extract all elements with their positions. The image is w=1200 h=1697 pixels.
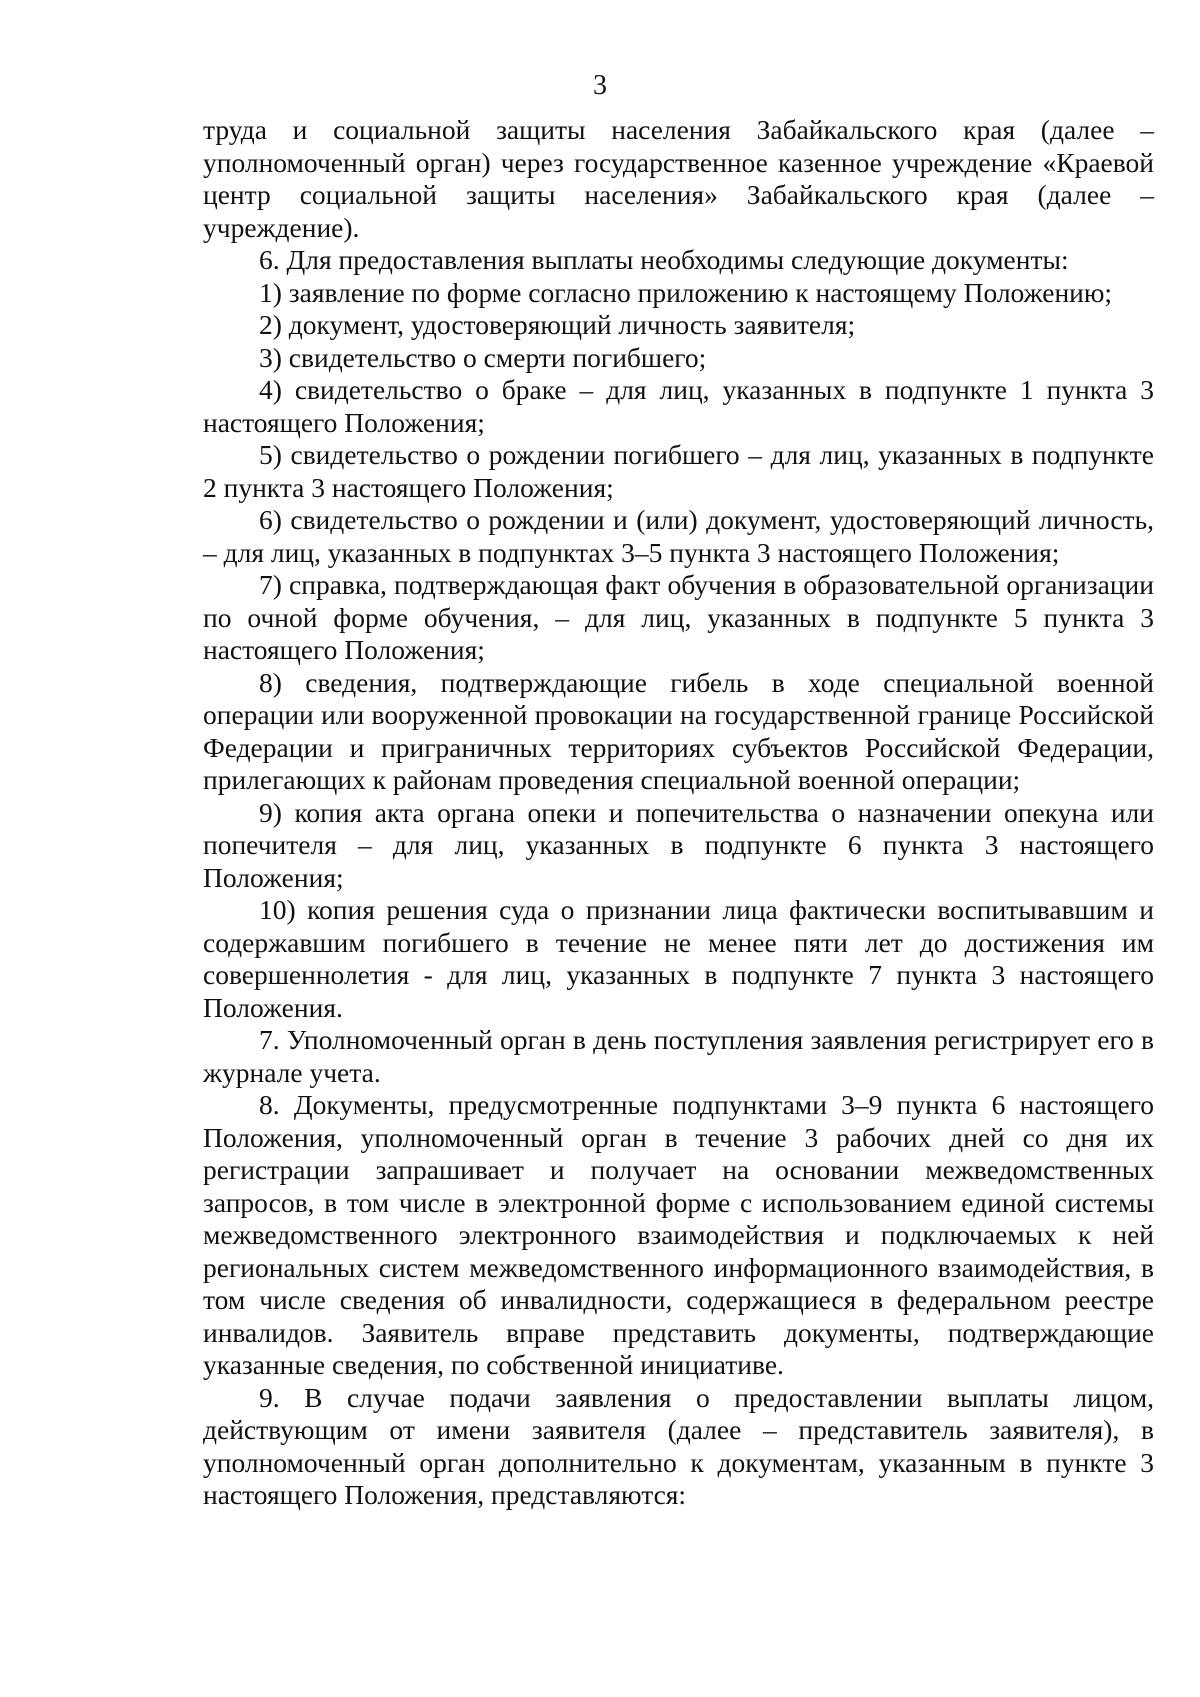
subitem-8: 8) сведения, подтверждающие гибель в ходе специальной военной операции или вооруженной провокации на государственной границе Российской Федерации и приграничных территориях субъектов Российской Федерации, прилегающих к районам проведения специальной военной операции; bbox=[203, 666, 1154, 795]
page-number: 3 bbox=[593, 70, 607, 101]
paragraph-item-8: 8. Документы, предусмотренные подпунктами 3–9 пункта 6 настоящего Положения, уполномоченный орган в течение 3 рабочих дней со дня их регистрации запрашивает и получает на основании межведомственных запросов, в том числе в электронной форме с использованием единой системы межведомственного электронного взаимодействия и подключаемых к ней региональных систем межведомственного информационного взаимодействия, в том числе сведения об инвалидности, содержащиеся в федеральном реестре инвалидов. Заявитель вправе представить документы, подтверждающие указанные сведения, по собственной инициативе. bbox=[203, 1089, 1154, 1380]
paragraph-item-9: 9. В случае подачи заявления о предоставлении выплаты лицом, действующим от имени заявителя (далее – представитель заявителя), в уполномоченный орган дополнительно к документам, указанным в пункте 3 настоящего Положения, представляются: bbox=[203, 1381, 1154, 1510]
paragraph-continuation: труда и социальной защиты населения Забайкальского края (далее – уполномоченный орган) через государственное казенное учреждение «Краевой центр социальной защиты населения» Забайкальского края (далее – учреждение). bbox=[203, 114, 1154, 243]
subitem-10: 10) копия решения суда о признании лица фактически воспитывавшим и содержавшим погибшего в течение не менее пяти лет до достижения им совершеннолетия - для лиц, указанных в подпункте 7 пункта 3 настоящего Положения. bbox=[203, 894, 1154, 1023]
subitem-7: 7) справка, подтверждающая факт обучения в образовательной организации по очной форме обучения, – для лиц, указанных в подпункте 5 пункта 3 настоящего Положения; bbox=[203, 569, 1154, 665]
paragraph-item-6: 6. Для предоставления выплаты необходимы следующие документы: bbox=[259, 244, 1069, 275]
subitem-3: 3) свидетельство о смерти погибшего; bbox=[259, 341, 707, 373]
subitem-1: 1) заявление по форме согласно приложению к настоящему Положению; bbox=[259, 276, 1113, 308]
subitem-6: 6) свидетельство о рождении и (или) документ, удостоверяющий личность, – для лиц, указанных в подпунктах 3–5 пункта 3 настоящего Положения; bbox=[203, 504, 1154, 568]
paragraph-item-7: 7. Уполномоченный орган в день поступления заявления регистрирует его в журнале учета. bbox=[203, 1024, 1154, 1088]
subitem-9: 9) копия акта органа опеки и попечительства о назначении опекуна или попечителя – для лиц, указанных в подпункте 6 пункта 3 настоящего Положения; bbox=[203, 796, 1154, 893]
document-body bbox=[203, 114, 1154, 1512]
subitem-5: 5) свидетельство о рождении погибшего – для лиц, указанных в подпункте 2 пункта 3 настоящего Положения; bbox=[203, 439, 1154, 503]
subitem-4: 4) свидетельство о браке – для лиц, указанных в подпункте 1 пункта 3 настоящего Положения; bbox=[203, 374, 1154, 438]
subitem-2: 2) документ, удостоверяющий личность заявителя; bbox=[259, 309, 856, 340]
